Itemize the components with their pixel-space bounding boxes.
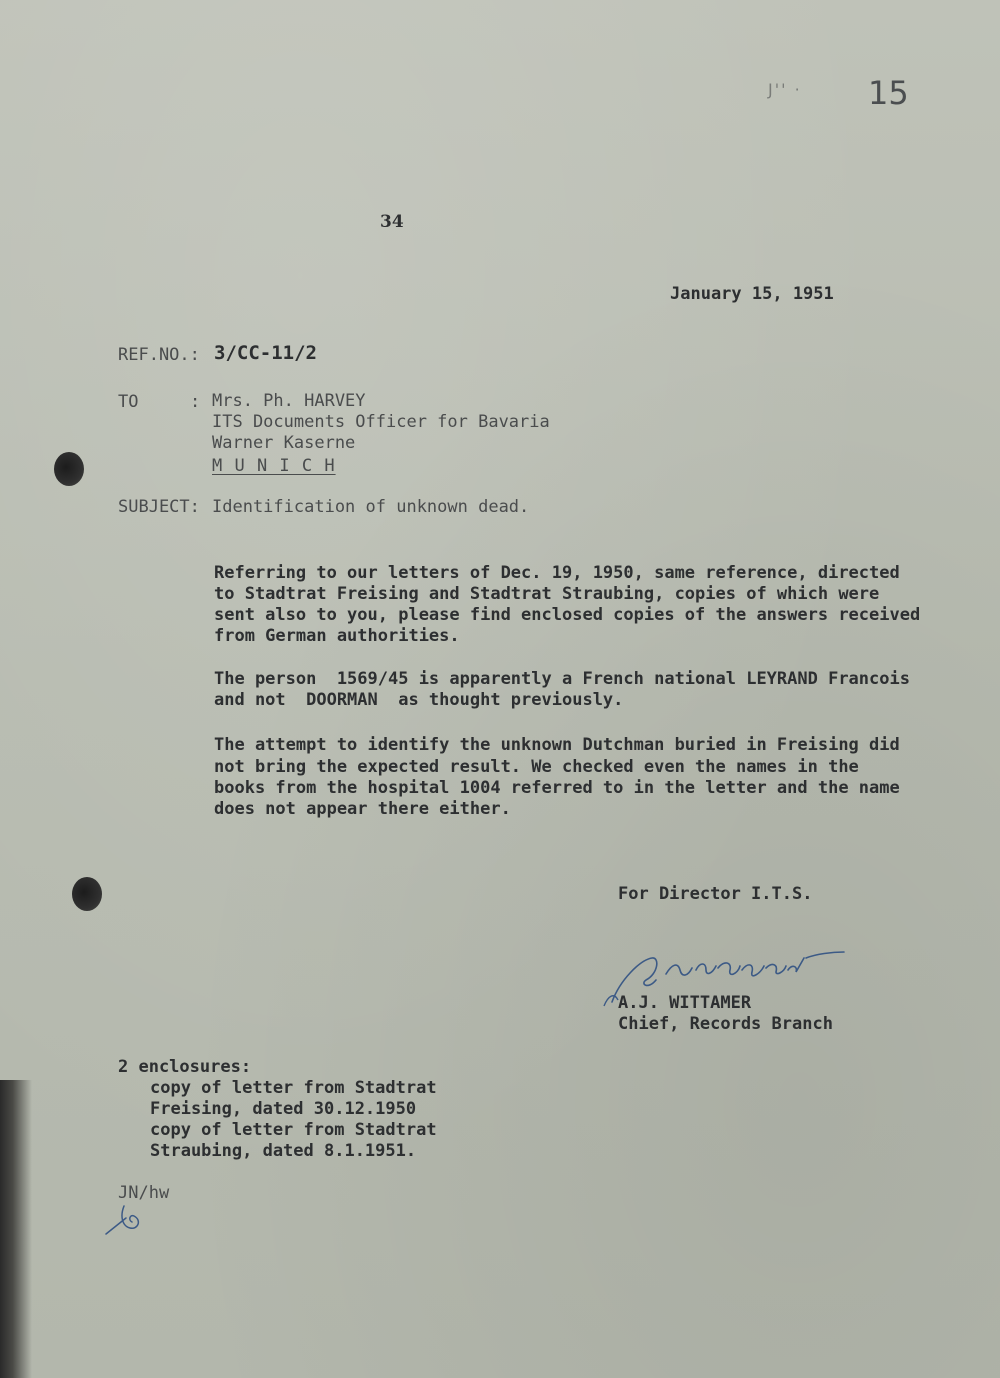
- typist-initials: JN/hw: [118, 1183, 170, 1203]
- body-line: not bring the expected result. We checked even the names in the: [214, 757, 859, 777]
- signatory-title: Chief, Records Branch: [618, 1014, 833, 1034]
- letter-date: January 15, 1951: [670, 284, 834, 304]
- punch-hole: [54, 452, 84, 486]
- signatory-name: A.J. WITTAMER: [618, 993, 752, 1013]
- recipient-label: TO: [118, 392, 139, 412]
- body-line: Referring to our letters of Dec. 19, 1950, same reference, directed: [214, 563, 900, 583]
- recipient-position: ITS Documents Officer for Bavaria: [212, 412, 550, 432]
- recipient-name: Mrs. Ph. HARVEY: [212, 391, 366, 411]
- punch-hole: [72, 877, 102, 911]
- handwritten-initials: [102, 1198, 152, 1242]
- body-line: The attempt to identify the unknown Dutchman buried in Freising did: [214, 735, 900, 755]
- page-mark: 34: [380, 212, 404, 232]
- reference-label: REF.NO.:: [118, 345, 200, 365]
- body-line: does not appear there either.: [214, 799, 511, 819]
- recipient-separator: :: [190, 392, 201, 412]
- enclosure-line: Straubing, dated 8.1.1951.: [150, 1141, 417, 1161]
- enclosure-line: copy of letter from Stadtrat: [150, 1120, 437, 1140]
- enclosure-line: copy of letter from Stadtrat: [150, 1078, 437, 1098]
- body-line: The person 1569/45 is apparently a French national LEYRAND Francois: [214, 669, 910, 689]
- body-line: sent also to you, please find enclosed copies of the answers received: [214, 605, 921, 625]
- recipient-city: M U N I C H: [212, 456, 336, 476]
- faint-stamp-mark: J'' ·: [768, 80, 802, 99]
- reference-number: 3/CC-11/2: [214, 342, 317, 364]
- scan-edge-shadow: [0, 1080, 32, 1378]
- closing-for-line: For Director I.T.S.: [618, 884, 813, 904]
- body-line: books from the hospital 1004 referred to in the letter and the name: [214, 778, 900, 798]
- enclosure-line: Freising, dated 30.12.1950: [150, 1099, 417, 1119]
- subject-text: Identification of unknown dead.: [212, 497, 530, 517]
- enclosures-heading: 2 enclosures:: [118, 1057, 252, 1077]
- body-line: to Stadtrat Freising and Stadtrat Straubing, copies of which were: [214, 584, 880, 604]
- recipient-location: Warner Kaserne: [212, 433, 356, 453]
- page-stamp-number: 15: [868, 74, 909, 112]
- body-line: and not DOORMAN as thought previously.: [214, 690, 624, 710]
- body-line: from German authorities.: [214, 626, 460, 646]
- subject-label: SUBJECT:: [118, 497, 200, 517]
